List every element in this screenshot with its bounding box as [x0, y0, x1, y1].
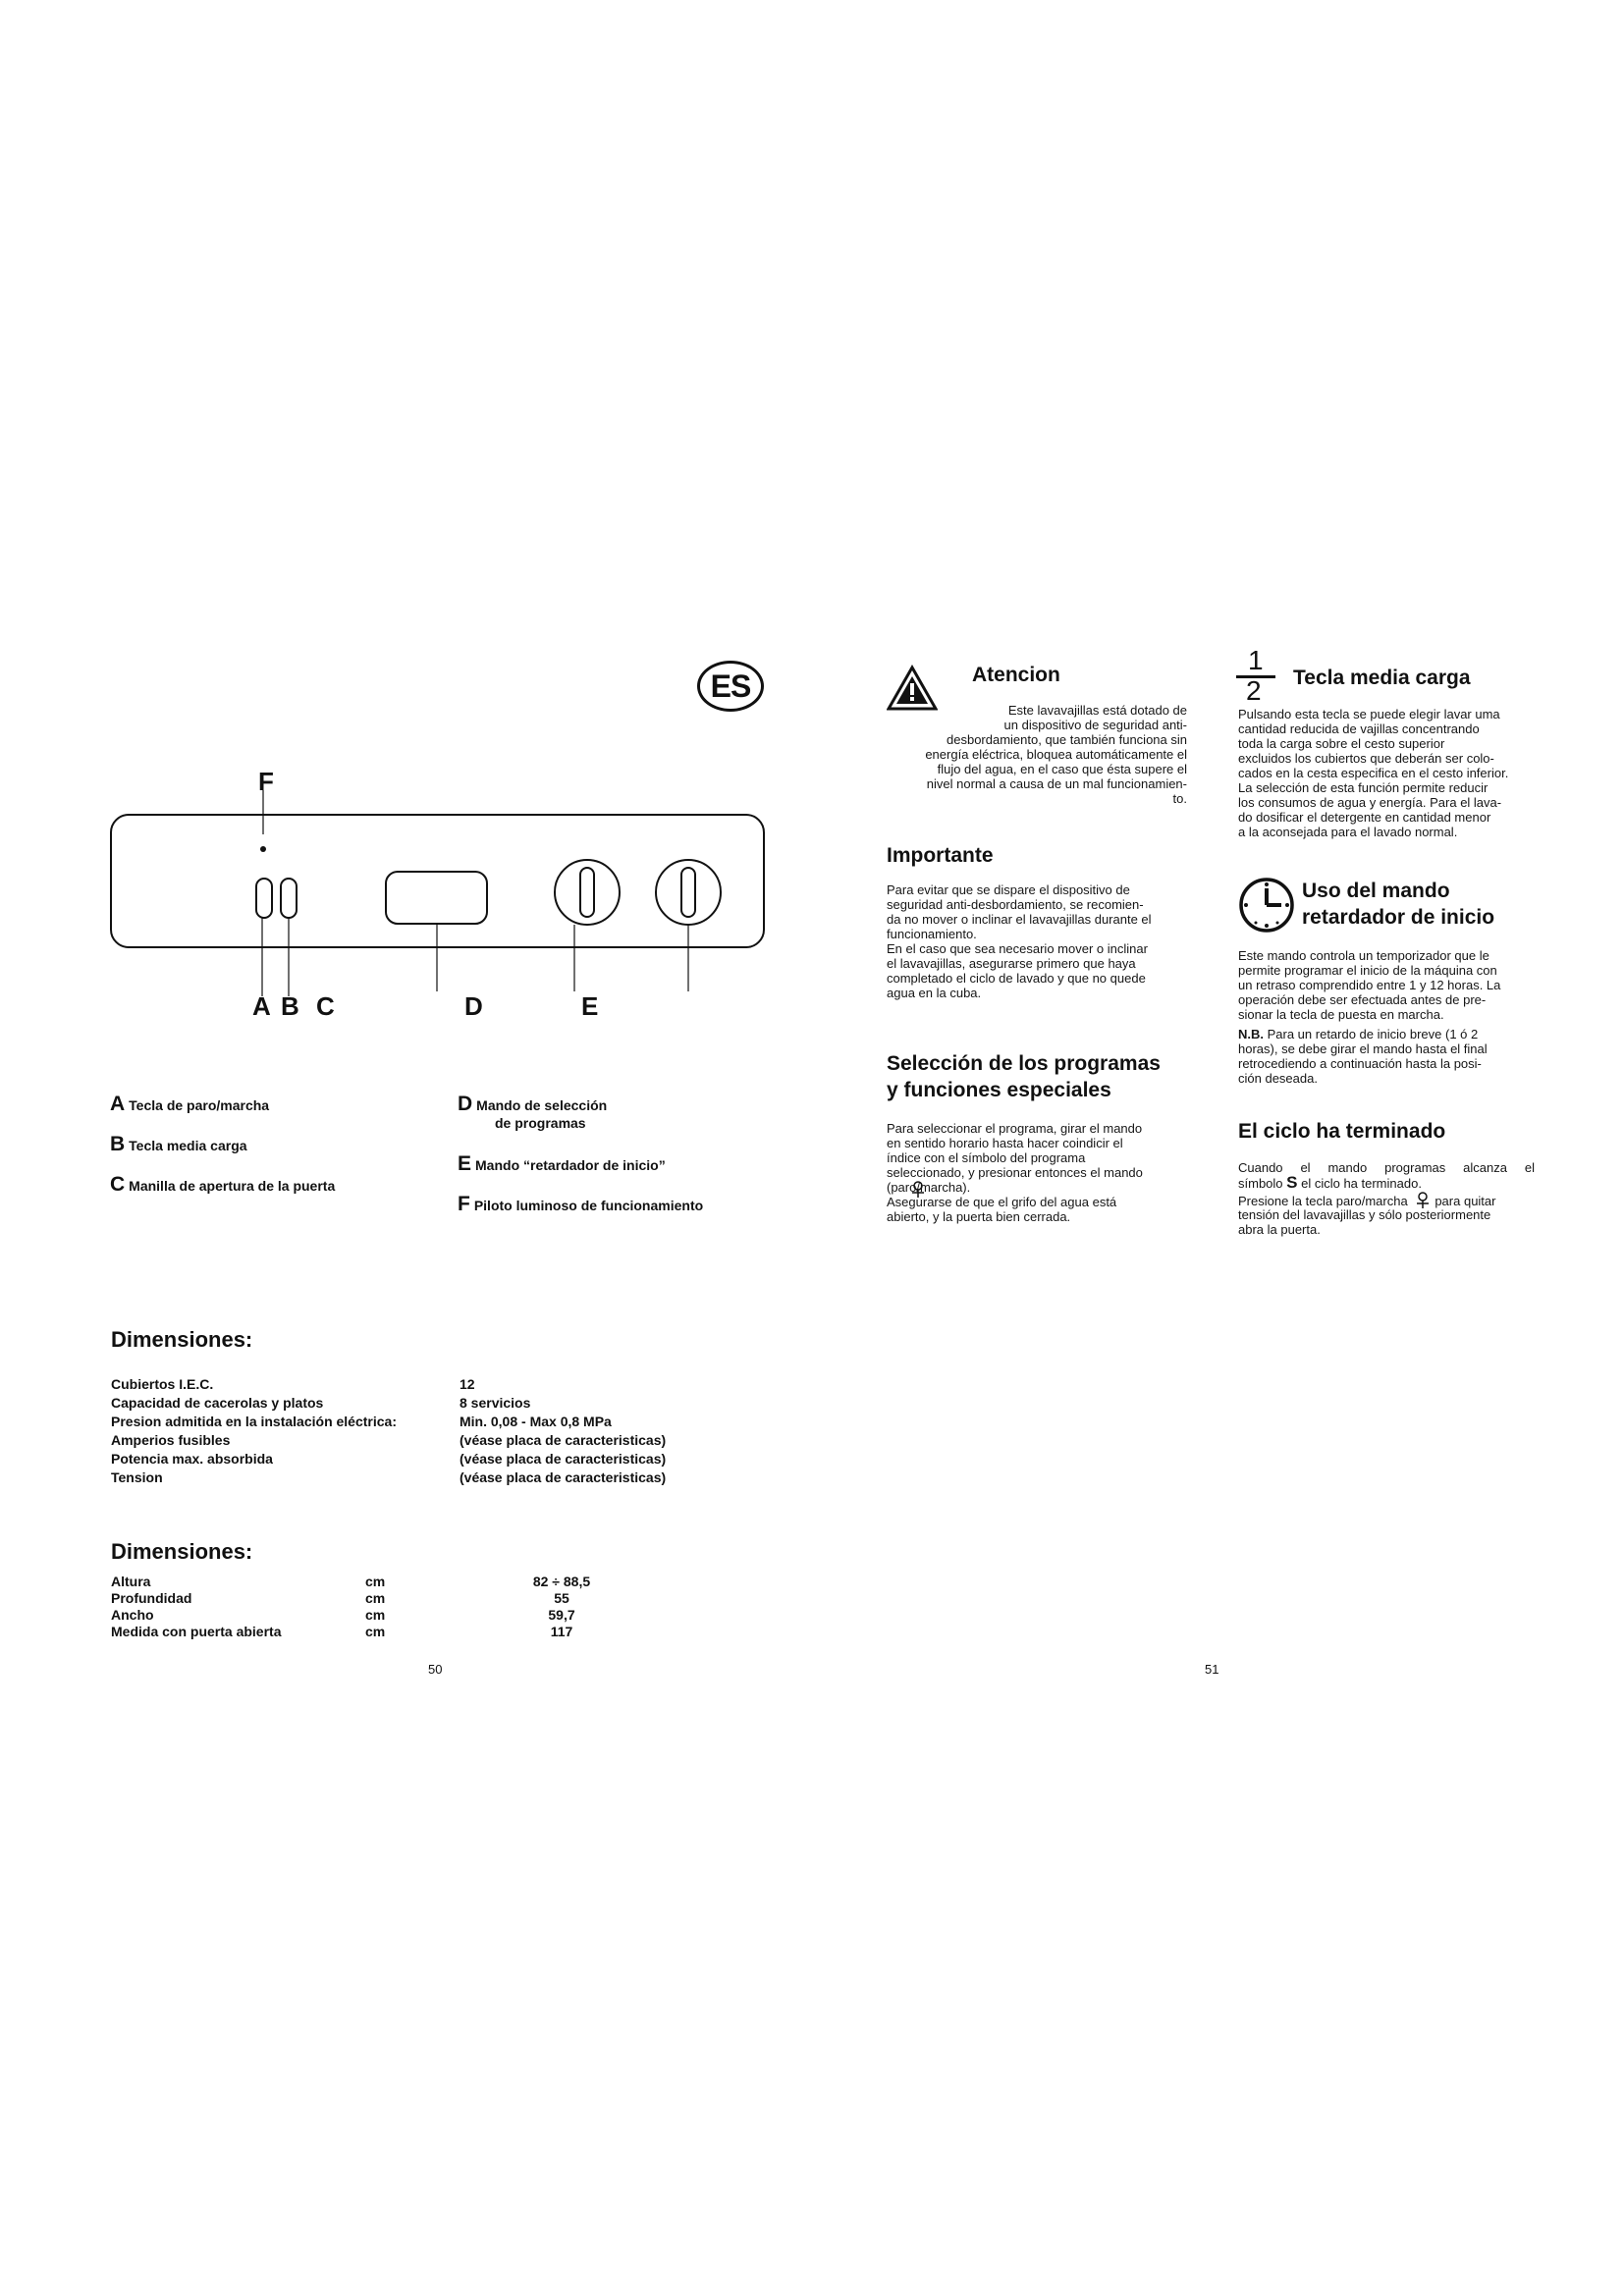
- ciclo-line2: [1238, 1175, 1535, 1191]
- spec-value: (véase placa de caracteristicas): [460, 1432, 667, 1448]
- dim-unit: cm: [365, 1624, 386, 1639]
- diagram-label-e: E: [581, 991, 599, 1021]
- legend-letter: F: [458, 1193, 470, 1215]
- table-row: [111, 1469, 163, 1486]
- spec-value: Min. 0,08 - Max 0,8 MPa: [460, 1414, 612, 1429]
- legend-text: Tecla de paro/marcha: [129, 1097, 270, 1113]
- ciclo-rest: tensión del lavavajillas y sólo posteriormente abra la puerta.: [1238, 1207, 1491, 1237]
- importante-title: Importante: [887, 844, 994, 867]
- ciclo-title: El ciclo ha terminado: [1238, 1120, 1446, 1143]
- ciclo-text: símbolo: [1238, 1176, 1287, 1191]
- table-row: [111, 1395, 323, 1412]
- legend-text-continued: de programas: [495, 1115, 586, 1131]
- legend-letter: A: [110, 1093, 126, 1115]
- legend-text: Piloto luminoso de funcionamiento: [473, 1198, 704, 1213]
- seleccion-title-line2: y funciones especiales: [887, 1079, 1111, 1101]
- legend-text: Manilla de apertura de la puerta: [129, 1178, 336, 1194]
- dimensions-title: Dimensiones:: [111, 1539, 253, 1564]
- seleccion-text: Para seleccionar el programa, girar el mando en sentido horario hasta hacer coindicir el índice con el símbolo del programa seleccionado, y presionar entonces el mando (paro/marcha). Asegurarse de que el grifo del agua está abierto, y la puerta bien cerrada.: [887, 1121, 1143, 1224]
- table-row: [111, 1432, 230, 1449]
- spec-label: Capacidad de cacerolas y platos: [111, 1395, 324, 1411]
- note-label: N.B.: [1238, 1027, 1264, 1041]
- legend-item-b: [110, 1133, 247, 1155]
- legend-text: Tecla media carga: [129, 1138, 247, 1153]
- control-panel-diagram: [98, 756, 785, 1021]
- spec-label: Presion admitida en la instalación eléctrica:: [111, 1414, 397, 1429]
- legend-item-a: [110, 1095, 269, 1114]
- legend-text: Mando de selección: [476, 1097, 608, 1113]
- spec-label: Cubiertos I.E.C.: [111, 1376, 214, 1392]
- legend-item-f: [458, 1193, 704, 1215]
- ciclo-text: Presione la tecla paro/marcha: [1238, 1194, 1408, 1208]
- diagram-label-d: D: [464, 991, 483, 1021]
- media-carga-title: Tecla media carga: [1293, 667, 1471, 689]
- diagram-label-a: A: [252, 991, 271, 1021]
- dim-label: Ancho: [111, 1607, 154, 1623]
- diagram-label-f: F: [258, 767, 274, 796]
- spec-label: Potencia max. absorbida: [111, 1451, 273, 1467]
- spec-value: 12: [460, 1376, 475, 1392]
- retardador-text: Este mando controla un temporizador que le permite programar el inicio de la máquina con un retraso comprendido entre 1 y 12 horas. La operación debe ser efectuada antes de pre- sionar la tecla de puesta en marcha.: [1238, 948, 1501, 1022]
- dim-unit: cm: [365, 1574, 386, 1589]
- spec-value: (véase placa de caracteristicas): [460, 1469, 667, 1485]
- spec-value: (véase placa de caracteristicas): [460, 1451, 667, 1467]
- ciclo-line1: Cuando el mando programas alcanza el: [1238, 1160, 1535, 1175]
- dim-unit: cm: [365, 1590, 386, 1606]
- atencion-title: Atencion: [972, 664, 1060, 686]
- dim-value: 117: [550, 1624, 573, 1639]
- table-row: [111, 1376, 213, 1393]
- table-row: [111, 1451, 273, 1468]
- language-badge: ES: [697, 661, 764, 712]
- ciclo-text: el ciclo ha terminado.: [1297, 1176, 1422, 1191]
- legend-item-c: [110, 1173, 336, 1196]
- clock-icon: [1238, 877, 1295, 934]
- table-row: [111, 1414, 397, 1430]
- seleccion-title-line1: Selección de los programas: [887, 1052, 1161, 1075]
- diagram-label-c: C: [316, 991, 335, 1021]
- legend-letter: B: [110, 1133, 126, 1155]
- dim-value: 59,7: [548, 1607, 575, 1623]
- end-symbol: S: [1286, 1173, 1298, 1192]
- atencion-text: Este lavavajillas está dotado de un dispositivo de seguridad anti- desbordamiento, que también funciona sin energía eléctrica, bloquea automáticamente el flujo del agua, en el caso que ésta supere el nivel normal a causa de un mal funcionamien- to.: [925, 703, 1187, 806]
- ciclo-text: para quitar: [1435, 1194, 1496, 1208]
- dim-value: 55: [554, 1590, 569, 1606]
- spec-value: 8 servicios: [460, 1395, 531, 1411]
- diagram-label-b: B: [281, 991, 299, 1021]
- media-carga-text: Pulsando esta tecla se puede elegir lavar uma cantidad reducida de vajillas concentrando toda la carga sobre el cesto superior excluidos los cubiertos que deberán ser colo- cados en la cesta especifica en el cesto inferior. La selección de esta función permite reducir los consumos de agua y energía. Para el lava- do dosificar el detergente en cantidad menor a la aconsejada para el lavado normal.: [1238, 707, 1509, 839]
- spec-label: Amperios fusibles: [111, 1432, 231, 1448]
- spec-label: Tension: [111, 1469, 163, 1485]
- power-key-icon: [910, 1181, 926, 1199]
- specs-title: Dimensiones:: [111, 1327, 253, 1352]
- legend-item-d: [458, 1095, 607, 1132]
- half-load-numerator: 1: [1248, 645, 1264, 675]
- page-number-left: 50: [428, 1662, 443, 1677]
- dim-label: Medida con puerta abierta: [111, 1624, 282, 1639]
- dim-label: Altura: [111, 1574, 151, 1589]
- legend-text: Mando “retardador de inicio”: [475, 1157, 666, 1173]
- half-load-denominator: 2: [1246, 675, 1262, 706]
- dim-value: 82 ÷ 88,5: [532, 1574, 591, 1589]
- retardador-note: [1238, 1027, 1535, 1086]
- retardador-title-line1: Uso del mando: [1302, 880, 1450, 902]
- importante-text: Para evitar que se dispare el dispositivo de seguridad anti-desbordamiento, se recomien- da no mover o inclinar el lavavajillas durante el funcionamiento. En el caso que sea necesario mover o inclinar el lavavajillas, asegurarse primero que haya completado el ciclo de lavado y que no quede agua en la cuba.: [887, 882, 1152, 1000]
- retardador-title-line2: retardador de inicio: [1302, 906, 1495, 929]
- legend-letter: C: [110, 1173, 126, 1196]
- dim-unit: cm: [365, 1607, 386, 1623]
- note-text: Para un retardo de inicio breve (1 ó 2 horas), se debe girar el mando hasta el final retrocediendo a continuación hasta la posi- ción deseada.: [1238, 1027, 1488, 1086]
- legend-item-e: [458, 1152, 666, 1175]
- page-number-right: 51: [1205, 1662, 1219, 1677]
- legend-letter: D: [458, 1093, 473, 1115]
- legend-letter: E: [458, 1152, 472, 1175]
- dim-label: Profundidad: [111, 1590, 192, 1606]
